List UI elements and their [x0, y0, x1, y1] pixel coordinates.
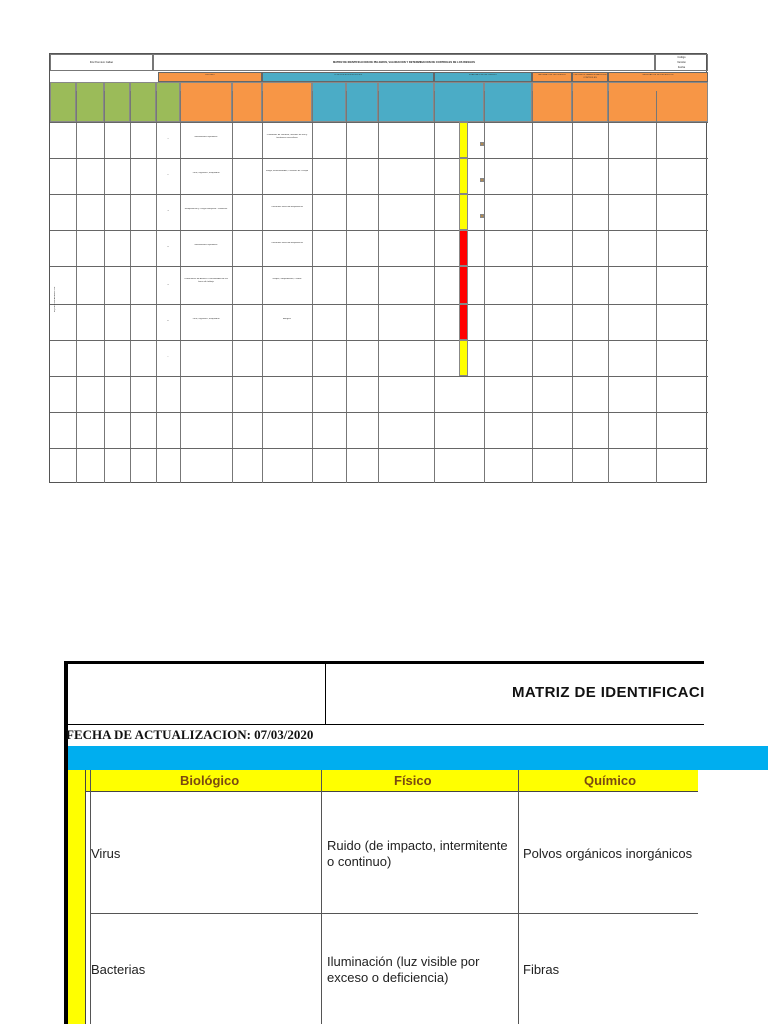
- band-label-controles: CONTROLES EXISTENTES: [334, 74, 362, 76]
- update-date: FECHA DE ACTUALIZACION: 07/03/2020: [66, 727, 314, 742]
- col-line: [346, 91, 347, 483]
- col-line: [180, 91, 181, 483]
- version-label: Versión: [677, 61, 686, 64]
- header-blue-3: [378, 82, 434, 122]
- code-label: Código: [677, 56, 686, 59]
- row-number: 5: [167, 284, 169, 286]
- header-blue-2: [346, 82, 378, 122]
- header-green-2: [76, 82, 104, 122]
- title-divider: [325, 661, 326, 725]
- col-line: [156, 91, 157, 483]
- date-label: Fecha: [677, 66, 686, 69]
- row-number: 3: [167, 210, 169, 212]
- col-line: [532, 91, 533, 483]
- header-blue-1: [312, 82, 346, 122]
- header-orange-6: [608, 82, 708, 122]
- header-green-1: [50, 82, 76, 122]
- category-fisico: Físico: [394, 773, 432, 788]
- risk-cell-red: [459, 266, 468, 304]
- band-label-peligro: PELIGRO: [205, 74, 215, 76]
- row-peligro: Movimientos repetitivos: [194, 244, 218, 246]
- row-efecto: Trastornos Musculo-esqueléticos: [270, 242, 303, 244]
- accent-cell: [480, 178, 484, 182]
- matrix-overview: [49, 53, 707, 483]
- col-line: [572, 91, 573, 483]
- header-green-4: [130, 82, 156, 122]
- row-efecto: Alergias: [283, 318, 291, 320]
- row-line: [50, 412, 708, 413]
- row-line: [50, 340, 708, 341]
- row-line: [50, 304, 708, 305]
- cell-biologico: Virus: [91, 846, 121, 861]
- risk-cell-yellow: [459, 158, 468, 194]
- category-quimico: Químico: [584, 773, 637, 788]
- row-line: [50, 266, 708, 267]
- row-line: [50, 230, 708, 231]
- category-biologico: Biológico: [180, 773, 240, 788]
- risk-cell-red: [459, 304, 468, 340]
- cell-quimico: Fibras: [523, 962, 560, 977]
- col-line: [104, 91, 105, 483]
- row-peligro: Virus, regulares, Inequilibrio: [192, 318, 220, 320]
- row-line: [50, 448, 708, 449]
- row-peligro: Manipulación y Carga manipular / condición: [184, 208, 228, 210]
- page-title: MATRIZ DE IDENTIFICACI: [512, 684, 705, 701]
- band-label-evaluacion: EVALUACION DEL RIESGO: [469, 74, 497, 76]
- row-number: 2: [167, 174, 169, 176]
- band-label-criterios: CRITERIOS PARA ESTABLECER CONTROLES: [573, 74, 607, 79]
- overview-code-cell: [655, 54, 708, 71]
- risk-cell-yellow: [459, 194, 468, 230]
- overview-logo-cell: Ibis Premium Callao: [50, 54, 153, 71]
- col-line: [656, 91, 657, 483]
- cell-quimico: Polvos orgánicos inorgánicos: [523, 846, 693, 861]
- cell-biologico: Bacterias: [91, 962, 146, 977]
- row-efecto: Golpes, atrapamiento, Caídas: [272, 278, 302, 280]
- col-line: [130, 91, 131, 483]
- header-blue-4: [434, 82, 484, 122]
- row-number: 7: [167, 356, 169, 358]
- header-orange-1: [180, 82, 232, 122]
- row-efecto: Trastornos Musculo-esqueléticos: [270, 206, 303, 208]
- risk-cell-red: [459, 230, 468, 266]
- column-divider: [321, 770, 322, 1024]
- risk-cell-yellow: [459, 122, 468, 158]
- col-line: [262, 91, 263, 483]
- row-peligro: Condiciones de Avance e inestabilidad de las áreas de trabajo: [184, 278, 228, 283]
- col-line: [312, 91, 313, 483]
- risk-cell-yellow: [459, 340, 468, 376]
- row-number: 4: [167, 246, 169, 248]
- left-group-label: EQUIPO DE ALIMENTOS: [54, 286, 56, 312]
- header-orange-5: [572, 82, 608, 122]
- row-efecto: Problemas de columna, lesiones de alta y trastornos musculares: [266, 134, 308, 139]
- column-divider: [90, 770, 91, 1024]
- band-label-valoracion: VALORACION DEL RIESGO: [537, 74, 567, 76]
- header-orange-3: [262, 82, 312, 122]
- header-orange-4: [532, 82, 572, 122]
- row-line: [50, 194, 708, 195]
- column-divider: [518, 770, 519, 1024]
- header-blue-5: [484, 82, 532, 122]
- cell-fisico: Iluminación (luz visible por exceso o deficiencia): [327, 954, 480, 985]
- col-line: [232, 91, 233, 483]
- accent-cell: [480, 142, 484, 146]
- col-line: [76, 91, 77, 483]
- col-line: [484, 91, 485, 483]
- overview-title-cell: MATRIZ DE IDENTIFICACION DE PELIGROS, VALORACION Y DETERMINACION DE CONTROLES DE LOS RIESGOS: [153, 54, 655, 71]
- row-efecto: Fatiga, Enfermedades, Lesiones de Cuerpo: [265, 170, 309, 172]
- row-line: [50, 376, 708, 377]
- header-green-3: [104, 82, 130, 122]
- accent-cell: [480, 214, 484, 218]
- band-label-medidas: MEDIDAS DE INTERVENCION: [642, 74, 674, 76]
- row-number: 1: [167, 138, 169, 140]
- row-peligro: Movimientos repetitivos: [194, 136, 218, 138]
- row-divider: [90, 913, 698, 914]
- row-number: 6: [167, 320, 169, 322]
- row-peligro: Virus, regulares, Inequilibrio: [192, 172, 220, 174]
- col-line: [608, 91, 609, 483]
- cell-fisico: Ruido (de impacto, intermitente o continuo): [327, 838, 508, 869]
- row-line: [50, 158, 708, 159]
- row-line: [50, 122, 708, 123]
- yellow-side-column: [64, 770, 86, 1024]
- blue-header-band: [64, 746, 768, 770]
- header-green-5: [156, 82, 180, 122]
- col-line: [434, 91, 435, 483]
- header-orange-2: [232, 82, 262, 122]
- col-line: [378, 91, 379, 483]
